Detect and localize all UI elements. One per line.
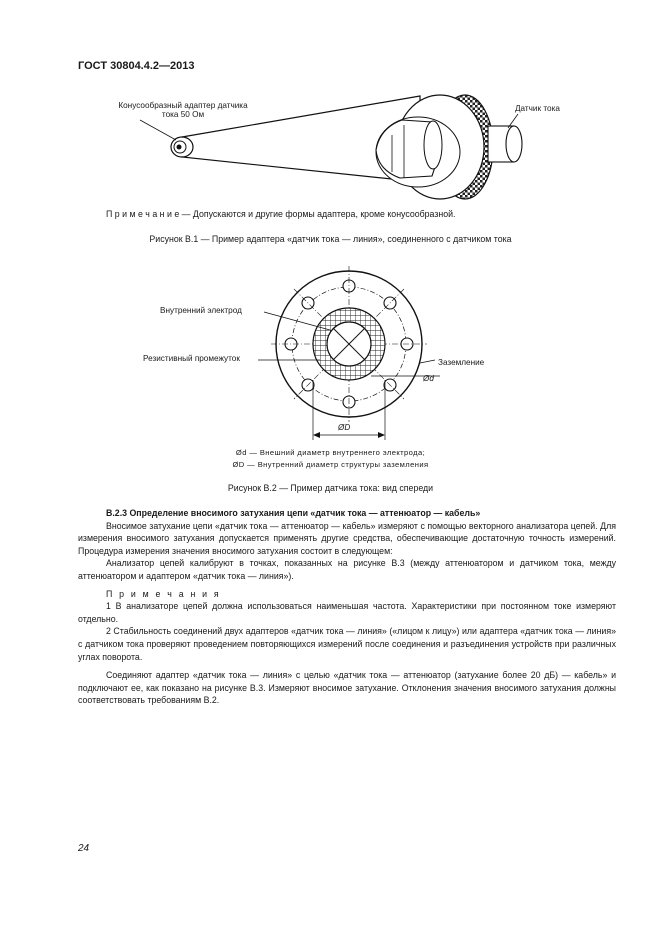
note-2: 2 Стабильность соединений двух адаптеров «датчик тока — линия» («лицом к лицу») или адаптера «датчик тока — линия» с датчиком тока проверяют проведением повторяющихся измерений после соединения и разъединения устройств при различных углах поворота. xyxy=(78,626,616,662)
document-header: ГОСТ 30804.4.2—2013 xyxy=(78,60,195,72)
figure-1-caption: Рисунок B.1 — Пример адаптера «датчик тока — линия», соединенного с датчиком тока xyxy=(149,234,512,244)
figure-2-caption: Рисунок B.2 — Пример датчика тока: вид спереди xyxy=(227,483,434,493)
label-adapter: Конусообразный адаптер датчика тока 50 Ом xyxy=(118,101,248,120)
paragraph-3: Соединяют адаптер «датчик тока — линия» с целью «датчик тока — аттенюатор (затухание более 20 дБ) — кабель» и подключают ее, как показано на рисунке B.3. Измеряют вносимое затухание. Отклонения значения вносимого затухания должны соответствовать требованиям B.2. xyxy=(78,670,616,706)
section-text xyxy=(78,507,616,707)
paragraph-2: Анализатор цепей калибруют в точках, показанных на рисунке B.3 (между аттенюатором и датчиком тока, между аттенюатором и адаптером «датчик тока — линия»). xyxy=(78,558,616,581)
label-diameter-d: Ød xyxy=(423,374,434,383)
notes-title: П р и м е ч а н и я xyxy=(106,588,221,599)
page-number: 24 xyxy=(78,843,90,854)
label-resistive-gap: Резистивный промежуток xyxy=(143,354,240,363)
label-diameter-D: ØD xyxy=(338,423,351,432)
label-ground: Заземление xyxy=(438,358,485,367)
legend-D: ØD — Внутренний диаметр структуры заземления xyxy=(232,460,429,469)
label-inner-electrode: Внутренний электрод xyxy=(160,306,242,315)
paragraph-1: Вносимое затухание цепи «датчик тока — аттенюатор — кабель» измеряют с помощью векторного анализатора цепей. Для измерения вносимого затухания допускается применять другие средства, обеспечивающие достаточную точность измерений. Процедура измерения значения вносимого затухания состоит в следующем: xyxy=(78,520,616,556)
legend-d: Ød — Внешний диаметр внутреннего электрода; xyxy=(235,448,426,457)
section-heading: B.2.3 Определение вносимого затухания цепи «датчик тока — аттенюатор — кабель» xyxy=(106,508,481,518)
figure-1-note: П р и м е ч а н и е — Допускаются и другие формы адаптера, кроме конусообразной. xyxy=(106,209,456,219)
label-current-sensor: Датчик тока xyxy=(515,104,560,113)
note-1: 1 В анализаторе цепей должна использоваться наименьшая частота. Характеристики при постоянном токе измеряют отдельно. xyxy=(78,601,616,624)
